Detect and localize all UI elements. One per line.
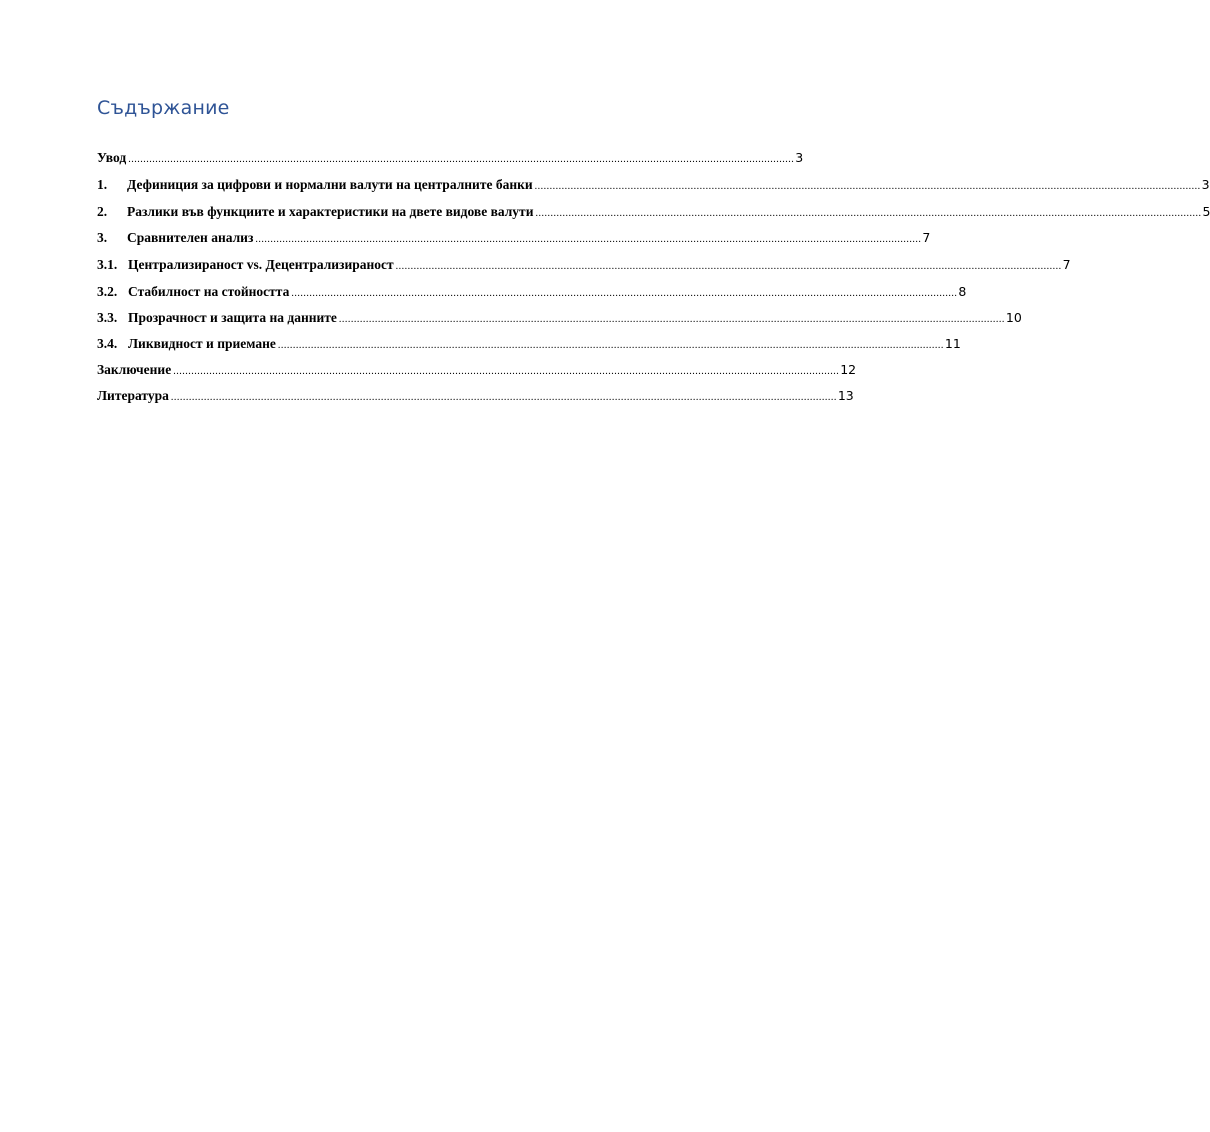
toc-entry-title: Ликвидност и приемане: [128, 336, 276, 351]
toc-entry-conclusion[interactable]: [97, 362, 857, 382]
toc-leader-dots: ..............................................................................................................................................................................................................................: [128, 154, 795, 165]
toc-entry-page: 11: [944, 336, 961, 351]
toc-entry-3[interactable]: [97, 230, 931, 250]
toc-entry-1[interactable]: [97, 177, 1210, 197]
toc-entry-title: Централизираност vs. Децентрализираност: [128, 257, 394, 272]
toc-entry-page: 7: [922, 230, 931, 245]
toc-entry-title: Увод: [97, 150, 127, 165]
toc-entry-number: 3.1.: [97, 257, 118, 272]
toc-leader-dots: ..............................................................................................................................................................................................................................: [173, 366, 840, 377]
toc-entry-literature[interactable]: [97, 388, 854, 408]
toc-entry-intro[interactable]: [97, 150, 804, 170]
toc-entry-3-2[interactable]: [97, 284, 967, 304]
toc-entry-page: 8: [958, 284, 967, 299]
toc-entry-number: 3.4.: [97, 336, 118, 351]
toc-entry-page: 13: [837, 388, 854, 403]
toc-entry-title: Сравнителен анализ: [127, 230, 254, 245]
toc-heading: Съдържание: [97, 97, 230, 119]
toc-leader-dots: ..............................................................................................................................................................................................................................: [395, 261, 1062, 272]
toc-entry-title: Литература: [97, 388, 169, 403]
toc-leader-dots: ..............................................................................................................................................................................................................................: [170, 392, 837, 403]
toc-entry-3-1[interactable]: [97, 257, 1071, 277]
toc-entry-page: 3: [1201, 177, 1210, 192]
toc-entry-title: Прозрачност и защита на данните: [128, 310, 337, 325]
toc-entry-2[interactable]: [97, 204, 1210, 224]
toc-entry-title: Дефиниция за цифрови и нормални валути на централните банки: [127, 177, 533, 192]
toc-entry-number: 3.: [97, 230, 108, 245]
toc-entry-3-3[interactable]: [97, 310, 1022, 330]
toc-leader-dots: ..............................................................................................................................................................................................................................: [255, 234, 922, 245]
toc-leader-dots: ..............................................................................................................................................................................................................................: [277, 340, 944, 351]
toc-entry-page: 5: [1202, 204, 1210, 219]
toc-entry-page: 10: [1005, 310, 1022, 325]
toc-leader-dots: ..............................................................................................................................................................................................................................: [338, 314, 1005, 325]
toc-entry-title: Разлики във функциите и характеристики на двете видове валути: [127, 204, 534, 219]
toc-leader-dots: ..............................................................................................................................................................................................................................: [291, 288, 958, 299]
toc-leader-dots: ..............................................................................................................................................................................................................................: [534, 181, 1201, 192]
toc-entry-page: 7: [1062, 257, 1071, 272]
toc-entry-page: 12: [840, 362, 857, 377]
toc-entry-number: 3.3.: [97, 310, 118, 325]
toc-entry-number: 3.2.: [97, 284, 118, 299]
toc-entry-3-4[interactable]: [97, 336, 961, 356]
toc-entry-page: 3: [795, 150, 804, 165]
toc-entry-title: Стабилност на стойността: [128, 284, 290, 299]
toc-leader-dots: ..............................................................................................................................................................................................................................: [535, 208, 1202, 219]
toc-entry-number: 2.: [97, 204, 108, 219]
toc-entry-number: 1.: [97, 177, 108, 192]
toc-entry-title: Заключение: [97, 362, 172, 377]
